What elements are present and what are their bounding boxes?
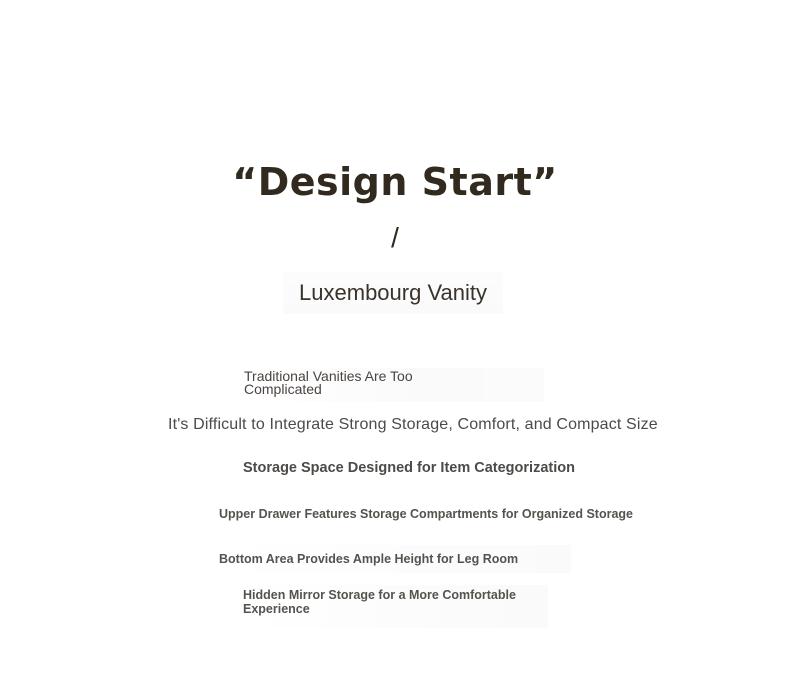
feature-leg-room: Bottom Area Provides Ample Height for Leg Room <box>219 545 571 573</box>
feature-mirror <box>243 585 548 628</box>
problem-statement <box>244 368 544 402</box>
product-name: Luxembourg Vanity <box>283 272 503 314</box>
problem-line-1: Traditional Vanities Are Too <box>244 368 413 384</box>
feature-mirror-line-2: Experience <box>243 602 310 616</box>
difficulty-statement: It's Difficult to Integrate Strong Storage, Comfort, and Compact Size <box>168 416 658 433</box>
feature-drawer: Upper Drawer Features Storage Compartments for Organized Storage <box>219 507 633 521</box>
feature-mirror-line-1: Hidden Mirror Storage for a More Comfortable <box>243 588 516 602</box>
title-separator: / <box>391 222 399 253</box>
page-title: “Design Start” <box>232 160 558 204</box>
problem-line-2: Complicated <box>244 381 322 397</box>
feature-storage: Storage Space Designed for Item Categorization <box>243 460 575 476</box>
